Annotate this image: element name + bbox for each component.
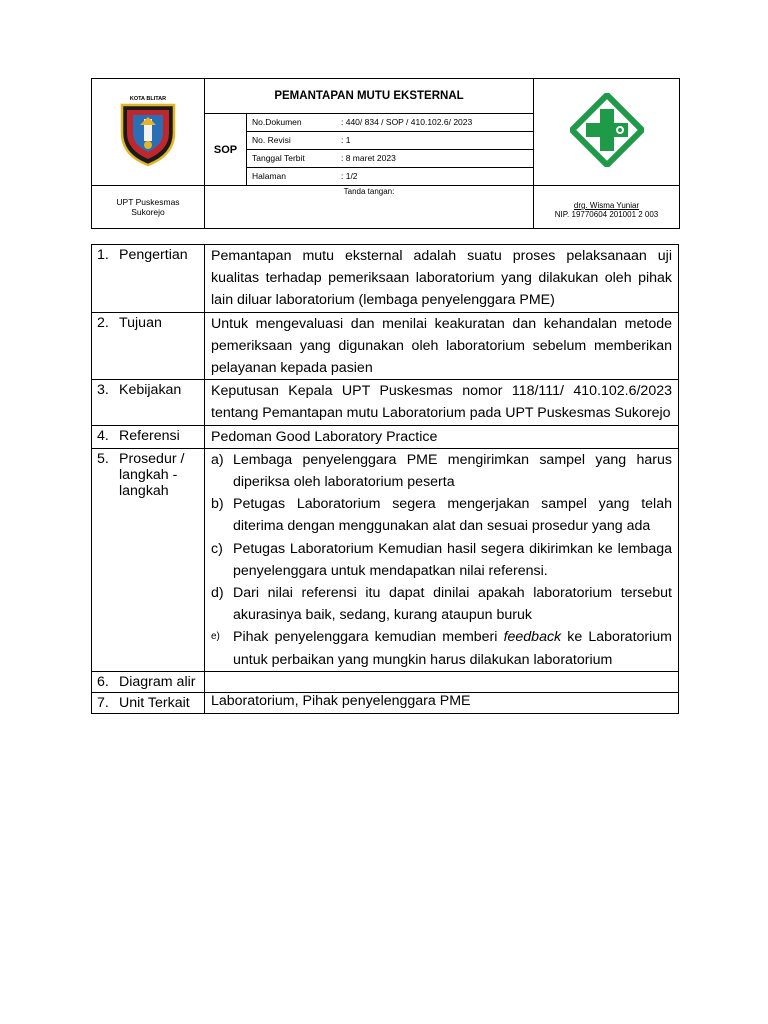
section-row-unit-terkait: 7. Unit Terkait Laboratorium, Pihak penyelenggara PME — [92, 692, 679, 713]
procedure-steps — [205, 448, 679, 671]
meta-row: Halaman : 1/2 — [252, 171, 358, 182]
city-logo-cell — [92, 79, 205, 186]
puskesmas-logo-cell — [534, 79, 680, 186]
sop-header-table — [91, 78, 680, 229]
document-meta-table — [247, 114, 533, 185]
section-text: Laboratorium, Pihak penyelenggara PME — [205, 692, 679, 713]
signer-nip: NIP. 19770604 201001 2 003 — [554, 210, 659, 219]
section-label: Kebijakan — [119, 382, 182, 399]
sop-content-table — [91, 244, 679, 714]
section-label: Pengertian — [119, 247, 188, 263]
meta-row: Tanggal Terbit : 8 maret 2023 — [247, 149, 533, 167]
procedure-step: a) Lembaga penyelenggara PME mengirimkan sampel yang harus diperiksa oleh laboratorium peserta — [211, 451, 672, 491]
document-meta-cell — [247, 114, 534, 186]
section-label: Tujuan — [119, 314, 162, 331]
section-text: Pemantapan mutu eksternal adalah suatu proses pelaksanaan uji kualitas terhadap pemeriksaan laboratorium yang dilakukan oleh pihak lain diluar laboratorium (lembaga penyelenggara PME) — [205, 245, 679, 313]
section-row-pengertian: 1. Pengertian Pemantapan mutu eksternal adalah suatu proses pelaksanaan uji kualitas terhadap pemeriksaan laboratorium yang dilakukan oleh pihak lain diluar laboratorium (lembaga penyelenggara PME) — [92, 245, 679, 313]
meta-row: No.Dokumen : 440/ 834 / SOP / 410.102.6/ 2023 — [247, 114, 533, 131]
section-text: Untuk mengevaluasi dan menilai keakuratan dan kehandalan metode pemeriksaan yang digunakan oleh laboratorium sebelum memberikan pelayanan kepada pasien — [205, 312, 679, 380]
procedure-step: e) Pihak penyelenggara kemudian memberi feedback ke Laboratorium untuk perbaikan yang mungkin harus dilakukan laboratorium — [211, 629, 672, 668]
section-label: Diagram alir — [119, 673, 196, 690]
section-row-prosedur: 5. Prosedur / langkah - langkah a) Lembaga penyelenggara PME mengirimkan sampel yang harus diperiksa oleh laboratorium peserta b) Petugas Laboratorium segera mengerjakan sampel yang telah diterima dengan menggunakan alat dan sesuai prosedur yang ada c) Petugas Laboratorium Kemudian hasil segera dikirimkan ke lembaga penyelenggara untuk mendapatkan nilai referensi. d) Dari nilai referensi itu dapat dinilai apakah laboratorium tersebut akurasinya baik, sedang, kurang ataupun buruk e) Pihak penyelenggara kemudian memberi feedback ke Laboratorium untuk perbaikan yang mungkin harus dilakukan laboratorium — [92, 448, 679, 671]
procedure-step: b) Petugas Laboratorium segera mengerjakan sampel yang telah diterima dengan menggunakan alat dan sesuai prosedur yang ada — [211, 496, 672, 535]
section-text — [205, 671, 679, 692]
document-title: PEMANTAPAN MUTU EKSTERNAL — [205, 79, 534, 114]
section-text: Keputusan Kepala UPT Puskesmas nomor 118/111/ 410.102.6/2023 tentang Pemantapan mutu Laboratorium pada UPT Puskesmas Sukorejo — [205, 380, 679, 425]
section-label: Prosedur / langkah - langkah — [119, 450, 185, 499]
signature-box: Tanda tangan: — [205, 186, 534, 229]
meta-row: No. Revisi : 1 — [247, 131, 533, 149]
puskesmas-logo-icon — [570, 93, 644, 167]
signer-name: drg. Wisma Yuniar — [573, 201, 640, 210]
section-text: Pedoman Good Laboratory Practice — [205, 425, 679, 448]
kota-blitar-crest-icon — [116, 93, 180, 167]
section-row-kebijakan: 3. Kebijakan Keputusan Kepala UPT Puskesmas nomor 118/111/ 410.102.6/2023 tentang Pemantapan mutu Laboratorium pada UPT Puskesmas Sukorejo — [92, 380, 679, 425]
signer-info — [534, 186, 680, 229]
section-row-referensi: 4. Referensi Pedoman Good Laboratory Practice — [92, 425, 679, 448]
procedure-step: c) Petugas Laboratorium Kemudian hasil segera dikirimkan ke lembaga penyelenggara untuk mendapatkan nilai referensi. — [211, 540, 672, 579]
sop-label: SOP — [205, 114, 247, 186]
section-row-diagram: 6. Diagram alir — [92, 671, 679, 692]
procedure-step: d) Dari nilai referensi itu dapat dinilai apakah laboratorium tersebut akurasinya baik, sedang, kurang ataupun buruk — [211, 585, 672, 624]
section-label: Referensi — [119, 427, 180, 444]
svg-text:KOTA BLITAR: KOTA BLITAR — [129, 95, 167, 102]
section-label: Unit Terkait — [119, 694, 190, 711]
section-row-tujuan: 2. Tujuan Untuk mengevaluasi dan menilai keakuratan dan kehandalan metode pemeriksaan yang digunakan oleh laboratorium sebelum memberikan pelayanan kepada pasien — [92, 312, 679, 380]
unit-name: UPT Puskesmas Sukorejo — [92, 186, 205, 229]
